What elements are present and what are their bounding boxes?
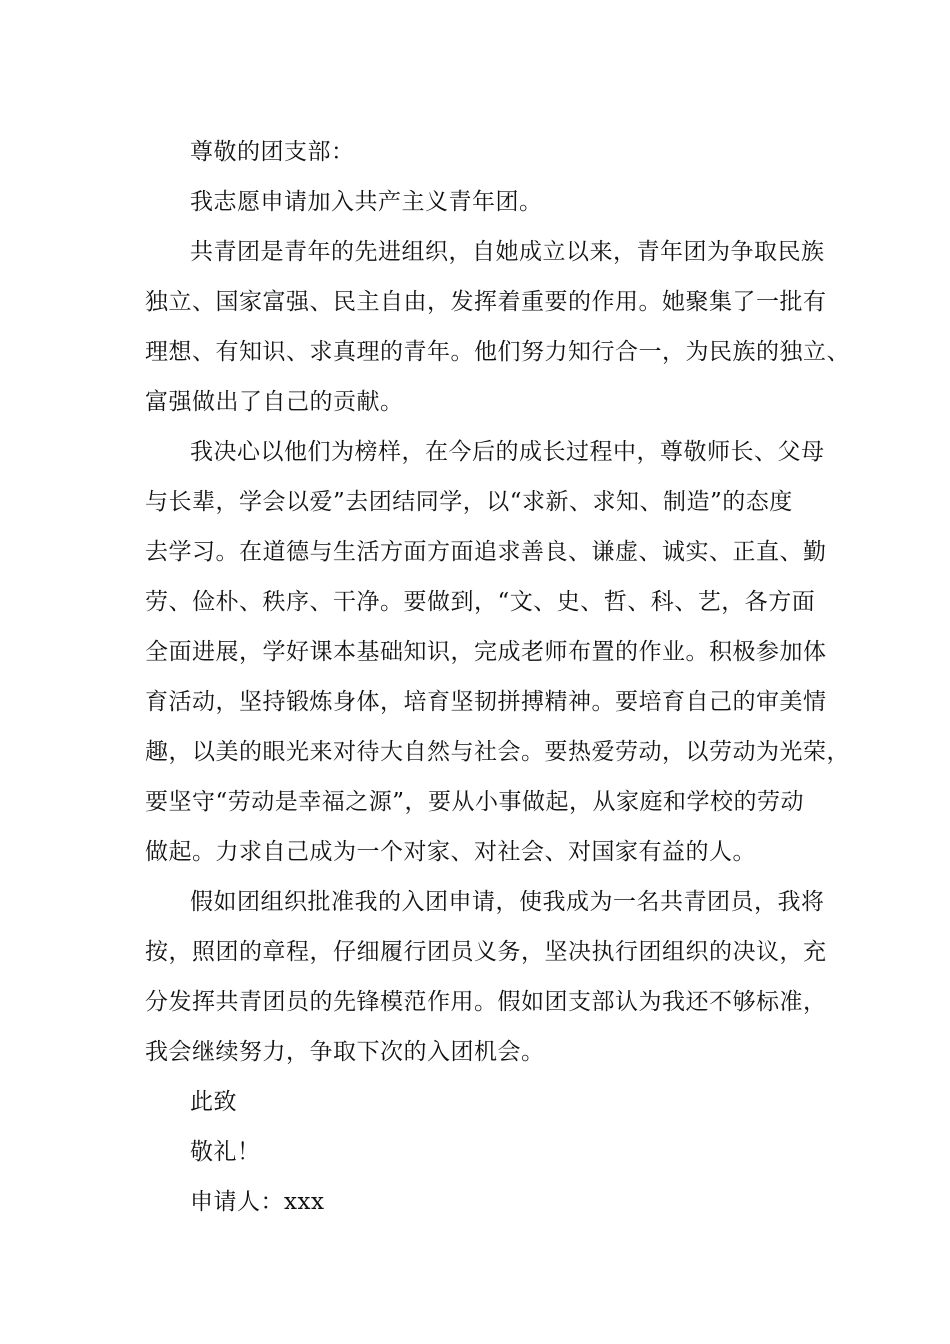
paragraph-3-line: 我会继续努力，争取下次的入团机会。 <box>145 1039 545 1065</box>
paragraph-2-line: 我决心以他们为榜样，在今后的成长过程中，尊敬师长、父母 <box>190 439 825 465</box>
paragraph-2-line: 趣，以美的眼光来对待大自然与社会。要热爱劳动，以劳动为光荣， <box>145 739 850 765</box>
paragraph-3-line: 按，照团的章程，仔细履行团员义务，坚决执行团组织的决议，充 <box>145 939 827 965</box>
paragraph-3-line: 假如团组织批准我的入团申请，使我成为一名共青团员，我将 <box>190 889 825 915</box>
paragraph-1-line: 富强做出了自己的贡献。 <box>145 389 404 415</box>
paragraph-1-line: 共青团是青年的先进组织，自她成立以来，青年团为争取民族 <box>190 239 825 265</box>
paragraph-2-line: 全面进展，学好课本基础知识，完成老师布置的作业。积极参加体 <box>145 639 827 665</box>
salutation: 尊敬的团支部： <box>190 139 355 165</box>
closing-line-2: 敬礼！ <box>190 1139 261 1165</box>
closing-line-1: 此致 <box>190 1089 237 1115</box>
signature: 申请人：xxx <box>190 1189 325 1215</box>
paragraph-2-line: 去学习。在道德与生活方面方面追求善良、谦虚、诚实、正直、勤 <box>145 539 827 565</box>
paragraph-3-line: 分发挥共青团员的先锋模范作用。假如团支部认为我还不够标准， <box>145 989 827 1015</box>
paragraph-1-line: 独立、国家富强、民主自由，发挥着重要的作用。她聚集了一批有 <box>145 289 827 315</box>
paragraph-1-line: 理想、有知识、求真理的青年。他们努力知行合一，为民族的独立、 <box>145 339 850 365</box>
paragraph-2-line: 要坚守“劳动是幸福之源”，要从小事做起，从家庭和学校的劳动 <box>145 789 805 815</box>
paragraph-2-line: 做起。力求自己成为一个对家、对社会、对国家有益的人。 <box>145 839 756 865</box>
intro-line: 我志愿申请加入共产主义青年团。 <box>190 189 543 215</box>
paragraph-2-line: 育活动，坚持锻炼身体，培育坚韧拼搏精神。要培育自己的审美情 <box>145 689 827 715</box>
paragraph-2-line: 劳、俭朴、秩序、干净。要做到，“文、史、哲、科、艺，各方面 <box>145 589 816 615</box>
paragraph-2-line: 与长辈，学会以爱”去团结同学，以“求新、求知、制造”的态度 <box>145 489 793 515</box>
